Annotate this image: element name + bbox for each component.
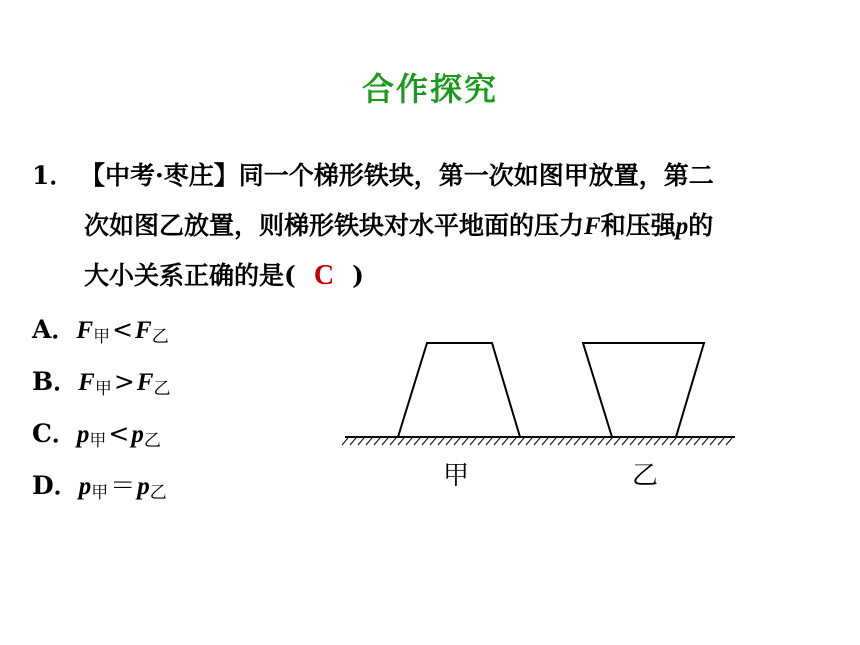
hatch-mark: [566, 438, 572, 445]
hatch-mark: [398, 438, 404, 445]
option-c: [32, 414, 161, 451]
hatch-mark: [654, 438, 660, 445]
option-letter: D．: [32, 471, 79, 500]
option-sub: 甲: [94, 379, 112, 399]
hatch-mark: [438, 438, 444, 445]
option-operator: >: [113, 367, 135, 396]
hatch-mark: [558, 438, 564, 445]
option-var: F: [78, 369, 95, 396]
question-text-2b: 和压强: [600, 211, 676, 240]
hatch-mark: [678, 438, 684, 445]
option-var: F: [135, 317, 152, 344]
hatch-mark: [358, 438, 364, 445]
hatch-mark: [478, 438, 484, 445]
hatch-mark: [374, 438, 380, 445]
hatch-mark: [446, 438, 452, 445]
hatch-mark: [350, 438, 356, 445]
question-number: 1．: [32, 161, 75, 190]
page-title: 合作探究: [361, 70, 498, 108]
option-a: [32, 310, 169, 347]
hatch-mark: [606, 438, 612, 445]
hatch-mark: [430, 438, 436, 445]
question-text-3b: ): [352, 261, 364, 290]
hatch-mark: [486, 438, 492, 445]
pressure-variable: p: [675, 213, 689, 240]
trapezoid-jia: [398, 343, 520, 437]
hatch-mark: [638, 438, 644, 445]
option-operator: ＝: [110, 471, 136, 500]
option-var: F: [76, 317, 94, 344]
option-letter: A．: [32, 315, 77, 344]
hatch-mark: [366, 438, 372, 445]
option-var: p: [137, 473, 150, 500]
hatch-mark: [414, 438, 420, 445]
hatch-mark: [694, 438, 700, 445]
hatch-mark: [462, 438, 468, 445]
option-var: p: [78, 473, 92, 500]
option-var: p: [76, 421, 90, 448]
question-text-2c: 的: [688, 211, 714, 240]
hatch-mark: [342, 438, 348, 445]
hatch-mark: [518, 438, 524, 445]
force-variable: F: [584, 213, 601, 240]
trapezoid-yi: [583, 343, 704, 437]
hatch-mark: [702, 438, 708, 445]
hatch-mark: [422, 438, 428, 445]
hatch-mark: [614, 438, 620, 445]
hatch-mark: [582, 438, 588, 445]
option-sub: 甲: [93, 327, 111, 347]
hatch-mark: [454, 438, 460, 445]
option-operator: <: [108, 419, 130, 448]
hatch-mark: [382, 438, 388, 445]
option-var: p: [131, 421, 144, 448]
option-d: [32, 466, 167, 503]
question-text-2a: 次如图乙放置，则梯形铁块对水平地面的压力: [84, 211, 585, 240]
question-line-1: [80, 156, 714, 192]
hatch-mark: [534, 438, 540, 445]
hatch-mark: [494, 438, 500, 445]
option-letter: B．: [32, 367, 79, 396]
hatch-mark: [406, 438, 412, 445]
option-letter: C．: [32, 419, 77, 448]
hatch-mark: [630, 438, 636, 445]
option-sub: 乙: [143, 431, 161, 451]
hatch-mark: [686, 438, 692, 445]
hatch-mark: [550, 438, 556, 445]
ground-hatch: [342, 438, 732, 445]
hatch-mark: [390, 438, 396, 445]
option-sub: 乙: [153, 379, 171, 399]
hatch-mark: [670, 438, 676, 445]
hatch-mark: [726, 438, 732, 445]
hatch-mark: [510, 438, 516, 445]
trapezoid-figure: [340, 330, 740, 450]
hatch-mark: [662, 438, 668, 445]
hatch-mark: [470, 438, 476, 445]
hatch-mark: [710, 438, 716, 445]
option-var: F: [136, 369, 154, 396]
question-text-1: 【中考·枣庄】同一个梯形铁块，第一次如图甲放置，第二: [80, 161, 714, 190]
option-b: [32, 362, 170, 399]
question-text-3a: 大小关系正确的是(: [84, 261, 296, 290]
option-operator: <: [112, 315, 134, 344]
hatch-mark: [542, 438, 548, 445]
hatch-mark: [646, 438, 652, 445]
figure-label-jia: 甲: [443, 461, 470, 491]
figure-label-yi: 乙: [632, 461, 659, 491]
hatch-mark: [622, 438, 628, 445]
option-sub: 乙: [151, 327, 169, 347]
hatch-mark: [574, 438, 580, 445]
question-line-3: [84, 256, 364, 292]
answer-text: C: [313, 260, 335, 291]
hatch-mark: [502, 438, 508, 445]
option-sub: 甲: [89, 431, 107, 451]
question-line-2: [84, 206, 713, 242]
hatch-mark: [526, 438, 532, 445]
hatch-mark: [718, 438, 724, 445]
option-sub: 乙: [149, 483, 167, 503]
hatch-mark: [598, 438, 604, 445]
hatch-mark: [590, 438, 596, 445]
option-sub: 甲: [91, 483, 109, 503]
